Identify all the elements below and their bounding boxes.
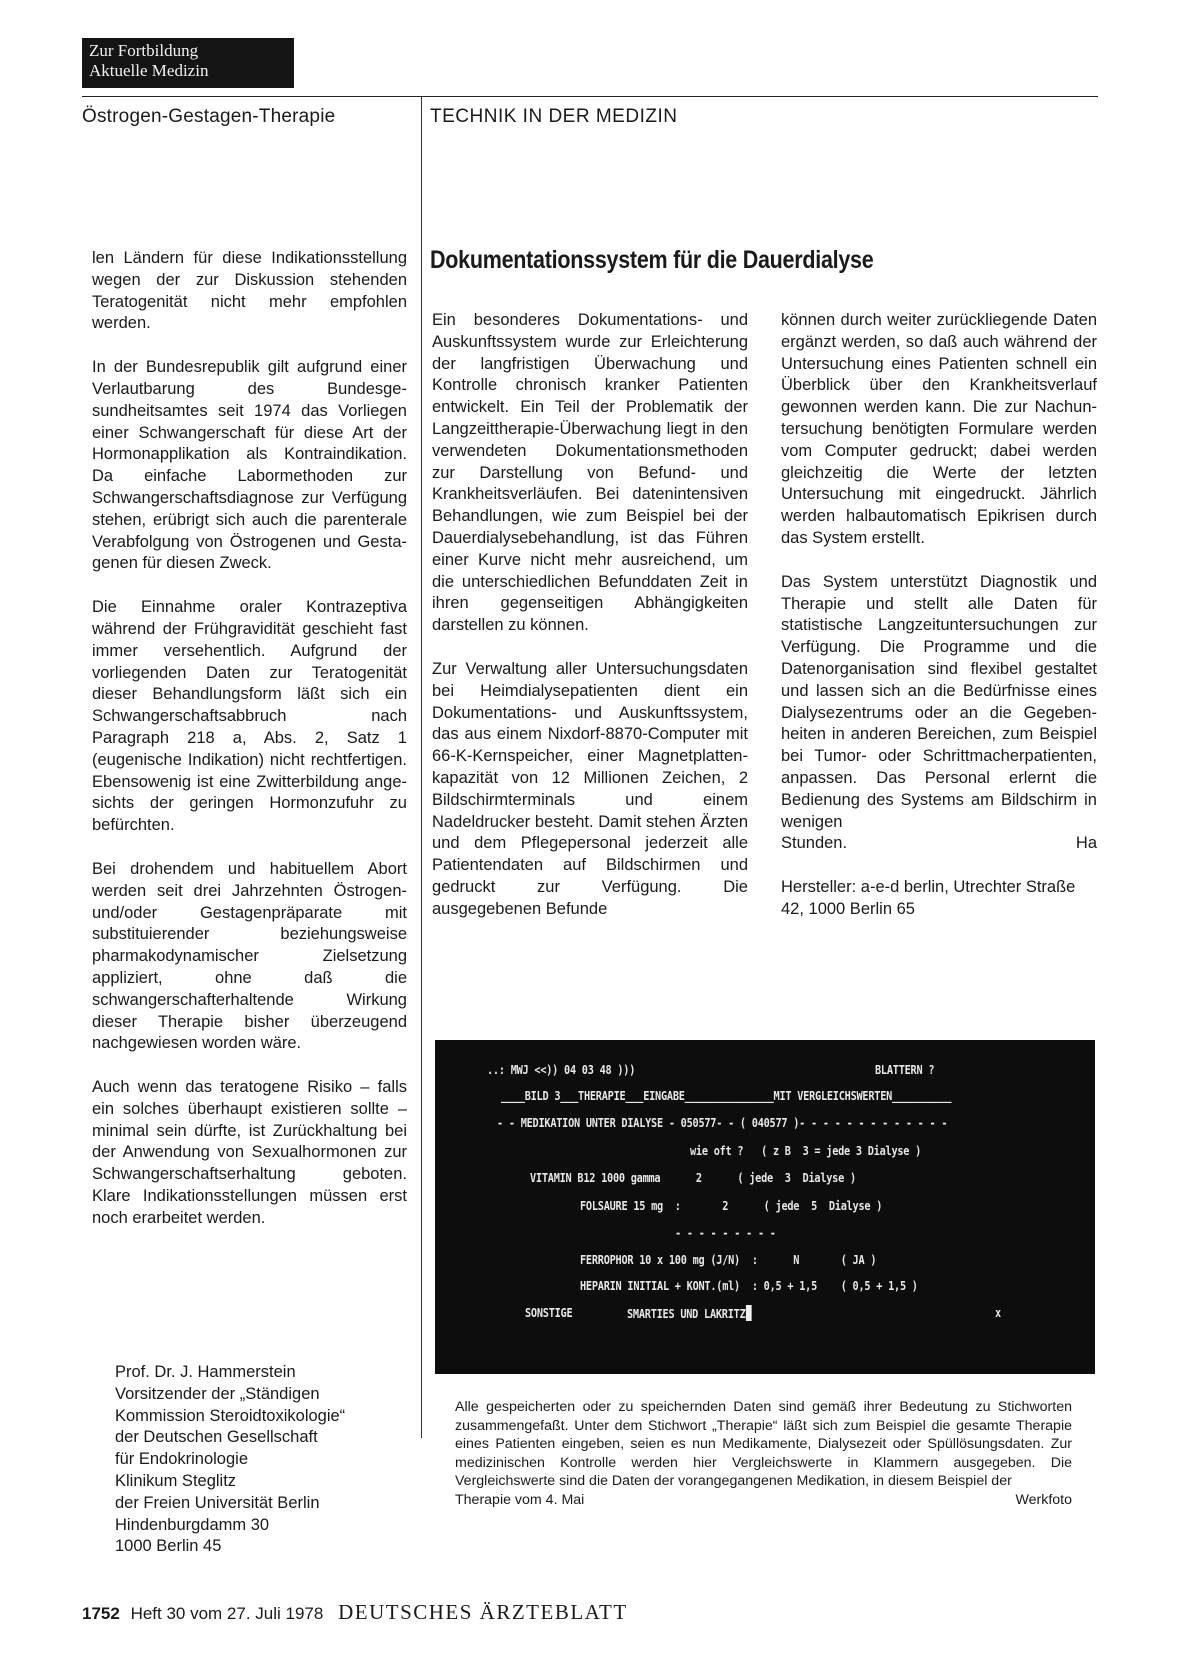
left-column xyxy=(92,248,407,1252)
cursor-icon xyxy=(746,1305,752,1321)
article-column-right xyxy=(781,310,1097,943)
caption-last-row xyxy=(455,1491,1072,1510)
address-line: Hindenburgdamm 30 xyxy=(115,1515,270,1534)
terminal-line-10-mark: x xyxy=(995,1305,1001,1320)
section-badge xyxy=(82,38,294,88)
terminal-line-9: HEPARIN INITIAL + KONT.(ml) : 0,5 + 1,5 ( 0,5 + 1,5 ) xyxy=(580,1278,918,1293)
manufacturer-note: Hersteller: a-e-d berlin, Utrechter Straße 42, 1000 Berlin 65 xyxy=(781,878,1076,918)
address-line: Kommission Steroidtoxikologie“ xyxy=(115,1406,346,1425)
issue-info: Heft 30 vom 27. Juli 1978 xyxy=(130,1604,324,1623)
address-line: der Deutschen Gesellschaft xyxy=(115,1428,318,1447)
header-rule xyxy=(82,96,1098,97)
section-title-left: Östrogen-Gestagen-Therapie xyxy=(82,106,336,127)
terminal-line-10-label: SONSTIGE xyxy=(525,1305,573,1320)
article-headline: Dokumentationssystem für die Dauerdialyse xyxy=(430,246,874,274)
terminal-line-3: - - MEDIKATION UNTER DIALYSE - 050577- - ( 040577 )- - - - - - - - - - - - - xyxy=(497,1115,948,1130)
author-address xyxy=(115,1362,415,1558)
badge-line-2: Aktuelle Medizin xyxy=(89,61,209,80)
left-paragraph: Die Einnahme oraler Kontrazeptiva während der Frühgravidität geschieht fast immer versehentlich. Aufgrund der vorliegenden Daten zur Teratogenität dieser Behandlungsform läßt sich ein Schwangerschaftsabbruch nach Paragraph 218 a, Abs. 2, Satz 1 (eugenische Indikation) nicht rechtfertigen. Ebensowenig ist eine Zwitterbildung angesichts der geringen Hormonzufuhr zu befürchten. xyxy=(92,598,407,835)
final-paragraph-text: Das System unterstützt Diagnostik und Therapie und stellt alle Daten für statistische Langzeituntersuchungen zur Verfügung. Die Programme und die Datenorganisation sind flexibel gestaltet und lassen sich an die Bedürfnisse eines Dialysezentrums oder an die Gegebenheiten in anderen Bereichen, zum Beispiel bei Tumor- oder Schrittmacherpatienten, anpassen. Das Personal erlernt die Bedienung des Systems am Bildschirm in wenigen xyxy=(781,572,1097,831)
article-paragraph-final xyxy=(781,572,1097,855)
caption-last-line: Therapie vom 4. Mai xyxy=(455,1491,585,1508)
terminal-line-1-left: ..: MWJ <<)) 04 03 48 ))) xyxy=(487,1062,636,1077)
left-paragraph: Auch wenn das teratogene Risiko – falls ein solches überhaupt existieren sollte – minimal sein dürfte, ist Zurückhaltung bei der Anwendung von Sexualhormonen zur Schwangerschaftserhaltung geboten. Klare Indikationsstellungen müssen erst noch erarbeitet werden. xyxy=(92,1078,407,1227)
badge-line-1: Zur Fortbildung xyxy=(89,41,199,60)
photo-credit: Werkfoto xyxy=(1015,1491,1072,1508)
terminal-line-1-right: BLATTERN ? xyxy=(875,1062,935,1077)
article-paragraph: Zur Verwaltung aller Untersuchungsdaten bei Heimdialysepatienten dient ein Dokumentations- und Auskunftssystem, das aus einem Nixdorf-8870-Computer mit 66-K-Kernspeicher, einer Magnetplattenkapazität von 12 Millionen Zeichen, 2 Bildschirmterminals und einem Nadeldrucker besteht. Damit stehen Ärzten und dem Pflegepersonal jederzeit alle Patientendaten auf Bildschirmen und gedruckt zur Verfügung. Die ausgegebenen Befunde xyxy=(432,659,748,918)
column-divider xyxy=(421,96,422,1438)
left-paragraph: len Ländern für diese Indikationsstellung wegen der zur Diskussion stehenden Teratogenität nicht mehr empfohlen werden. xyxy=(92,249,407,333)
author-signature: Ha xyxy=(1075,834,1097,853)
terminal-screen-photo xyxy=(435,1040,1095,1374)
address-line: der Freien Universität Berlin xyxy=(115,1493,320,1512)
article-paragraph: Ein besonderes Dokumentations- und Auskunftssystem wurde zur Erleichterung der langfristigen Überwachung und Kontrolle chronisch kranker Patienten entwickelt. Ein Teil der Problematik der Langzeittherapie-Überwachung liegt in den verwendeten Dokumentationsmethoden zur Darstellung von Befund- und Krankheitsverläufen. Bei datenintensiven Behandlungen, wie zum Beispiel bei der Dauerdialysebehandlung, ist das Führen einer Kurve nicht mehr ausreichend, um die unterschiedlichen Befunddaten Zeit in ihren gegenseitigen Abhängigkeiten darstellen zu können. xyxy=(432,311,748,635)
article-paragraph: können durch weiter zurückliegende Daten ergänzt werden, so daß auch während der Untersuchung eines Patienten schnell ein Überblick über den Krankheitsverlauf gewonnen werden kann. Die zur Nachuntersuchung benötigten Formulare werden vom Computer gedruckt; dabei werden gleichzeitig die Werte der letzten Untersuchung mit eingedruckt. Jährlich werden halbautomatisch Epikrisen durch das System erstellt. xyxy=(781,311,1097,547)
left-paragraph: Bei drohendem und habituellem Abort werden seit drei Jahrzehnten Östrogen- und/oder Gestagenpräparate mit substituierender beziehungsweise pharmakodynamischer Zielsetzung appliziert, ohne daß die schwangerschafterhaltende Wirkung dieser Therapie bisher überzeugend nachgewiesen worden wäre. xyxy=(92,859,407,1053)
journal-name: DEUTSCHES ÄRZTEBLATT xyxy=(338,1600,628,1624)
section-title-right: TECHNIK IN DER MEDIZIN xyxy=(430,106,678,127)
page-number: 1752 xyxy=(82,1604,120,1623)
terminal-line-6: FOLSAURE 15 mg : 2 ( jede 5 Dialyse ) xyxy=(580,1198,883,1213)
article-column-middle xyxy=(432,310,748,943)
page-footer xyxy=(82,1600,628,1625)
terminal-line-8: FERROPHOR 10 x 100 mg (J/N) : N ( JA ) xyxy=(580,1252,877,1267)
byline-row xyxy=(781,833,1097,855)
caption-text: Alle gespeicherten oder zu speichernden Daten sind gemäß ihrer Bedeutung zu Stichworten zusammengefaßt. Unter dem Stichwort „Therapie“ läßt sich zum Beispiel die gesamte Therapie eines Patienten eingeben, seien es nun Medikamente, Dialysezeit oder Spüllösungsdaten. Zur medizinischen Kontrolle werden hier Vergleichswerte in Klammern ausgegeben. Die Vergleichswerte sind die Daten der vorangegangenen Medikation, in diesem Beispiel der xyxy=(455,1399,1072,1489)
terminal-line-10-value: SMARTIES UND LAKRITZ xyxy=(627,1306,746,1321)
terminal-line-10-value-wrap xyxy=(627,1305,751,1321)
left-paragraph: In der Bundesrepublik gilt aufgrund einer Verlautbarung des Bundesgesundheitsamtes seit 1974 das Vorliegen einer Schwangerschaft für diese Art der Hormonapplikation als Kontraindikation. Da einfache Labormethoden zur Schwangerschaftsdiagnose zur Verfügung stehen, erübrigt sich auch die parenterale Verabfolgung von Östrogenen und Gestagenen für diesen Zweck. xyxy=(92,358,407,573)
address-line: für Endokrinologie xyxy=(115,1450,248,1469)
figure-caption xyxy=(455,1398,1072,1509)
address-line: Vorsitzender der „Ständigen xyxy=(115,1384,320,1403)
final-word: Stunden. xyxy=(781,834,848,853)
address-line: 1000 Berlin 45 xyxy=(115,1537,222,1556)
address-line: Prof. Dr. J. Hammerstein xyxy=(115,1363,296,1381)
address-line: Klinikum Steglitz xyxy=(115,1471,237,1490)
terminal-line-4: wie oft ? ( z B 3 = jede 3 Dialyse ) xyxy=(690,1143,922,1158)
terminal-line-7: - - - - - - - - - xyxy=(675,1225,776,1240)
terminal-line-2: ____BILD 3___THERAPIE___EINGABE_______________MIT VERGLEICHSWERTEN__________ xyxy=(501,1088,952,1103)
terminal-line-5: VITAMIN B12 1000 gamma 2 ( jede 3 Dialyse ) xyxy=(530,1170,856,1185)
